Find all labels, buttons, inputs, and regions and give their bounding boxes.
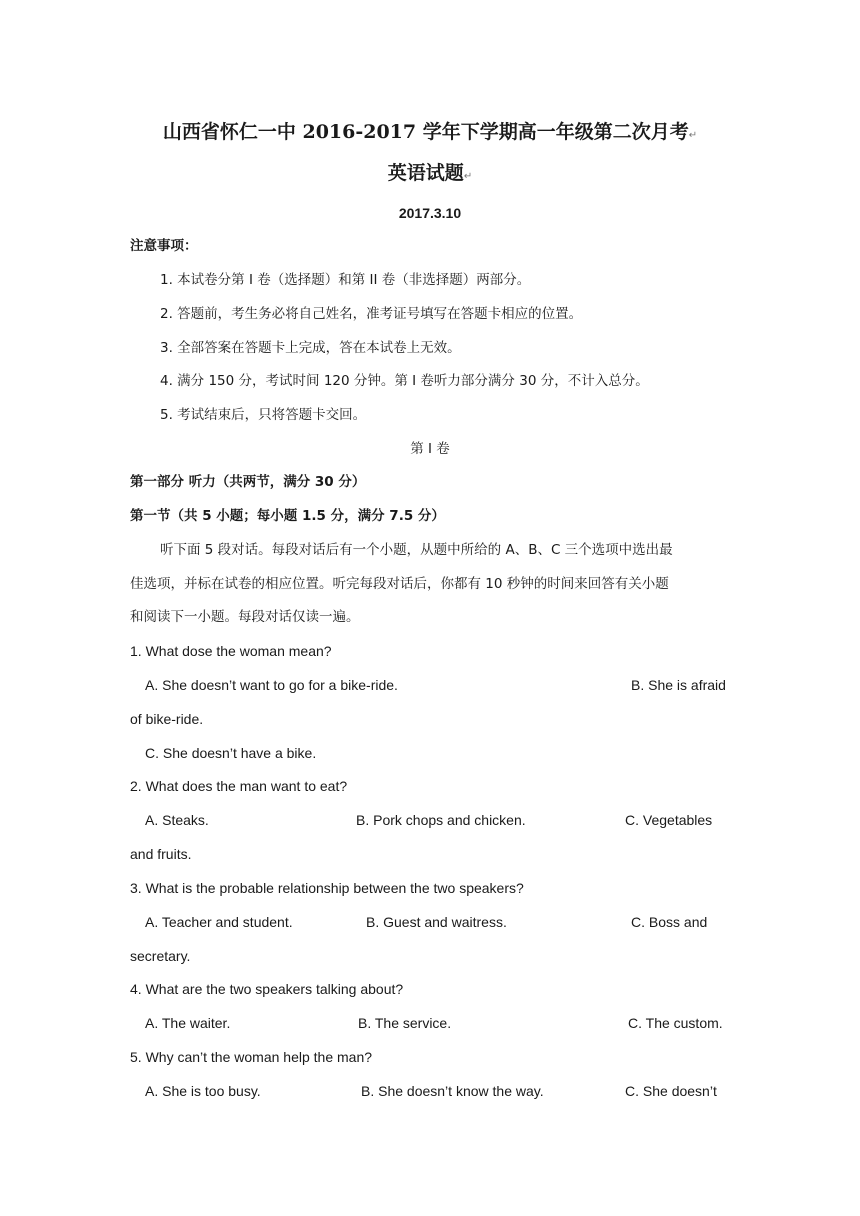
question-text: 2. What does the man want to eat? [130, 778, 348, 794]
option-b: B. Pork chops and chicken. [356, 812, 526, 828]
option-c: C. The custom. [628, 1015, 723, 1031]
option-a: A. Steaks. [145, 812, 209, 828]
exam-title [0, 117, 860, 144]
instructions-line: 和阅读下一小题。每段对话仅读一遍。 [130, 609, 360, 625]
paragraph-mark-icon: ↵ [688, 130, 698, 141]
option-a: A. She doesn’t want to go for a bike-ride. [145, 677, 398, 693]
note-item: 1. 本试卷分第 I 卷（选择题）和第 II 卷（非选择题）两部分。 [160, 272, 531, 288]
instructions-line: 听下面 5 段对话。每段对话后有一个小题，从题中所给的 A、B、C 三个选项中选出最 [160, 542, 673, 558]
exam-date: 2017.3.10 [398, 205, 462, 221]
option-b: B. Guest and waitress. [366, 914, 507, 930]
notes-heading: 注意事项： [130, 238, 198, 254]
note-item: 4. 满分 150 分，考试时间 120 分钟。第 I 卷听力部分满分 30 分，不计入总分。 [160, 373, 649, 389]
question-text: 4. What are the two speakers talking about? [130, 981, 404, 997]
question-text: 3. What is the probable relationship between the two speakers? [130, 880, 524, 896]
part-heading: 第一部分 听力（共两节，满分 30 分） [130, 474, 366, 490]
exam-title-text: 山西省怀仁一中 2016-2017 学年下学期高一年级第二次月考 [162, 121, 689, 143]
question-text: 5. Why can’t the woman help the man? [130, 1049, 373, 1065]
option-c: C. Boss and [631, 914, 708, 930]
exam-subtitle-text: 英语试题 [387, 162, 464, 184]
option-b: B. She doesn’t know the way. [361, 1083, 544, 1099]
volume-heading: 第 I 卷 [410, 441, 450, 457]
option-c: C. She doesn’t [625, 1083, 717, 1099]
option-c: C. She doesn’t have a bike. [145, 745, 317, 761]
note-item: 5. 考试结束后，只将答题卡交回。 [160, 407, 367, 423]
note-item: 3. 全部答案在答题卡上完成，答在本试卷上无效。 [160, 340, 461, 356]
option-c-continued: and fruits. [130, 846, 192, 862]
option-b-continued: of bike-ride. [130, 711, 204, 727]
option-b: B. She is afraid [631, 677, 726, 693]
option-a: A. She is too busy. [145, 1083, 261, 1099]
option-c: C. Vegetables [625, 812, 713, 828]
option-c-continued: secretary. [130, 948, 191, 964]
exam-subtitle [0, 158, 860, 185]
question-text: 1. What dose the woman mean? [130, 643, 332, 659]
option-b: B. The service. [358, 1015, 452, 1031]
section-heading: 第一节（共 5 小题；每小题 1.5 分，满分 7.5 分） [130, 508, 445, 524]
option-a: A. The waiter. [145, 1015, 231, 1031]
option-a: A. Teacher and student. [145, 914, 293, 930]
note-item: 2. 答题前，考生务必将自己姓名，准考证号填写在答题卡相应的位置。 [160, 306, 583, 322]
instructions-line: 佳选项，并标在试卷的相应位置。听完每段对话后，你都有 10 秒钟的时间来回答有关小题 [130, 576, 669, 592]
paragraph-mark-icon: ↵ [463, 171, 473, 182]
